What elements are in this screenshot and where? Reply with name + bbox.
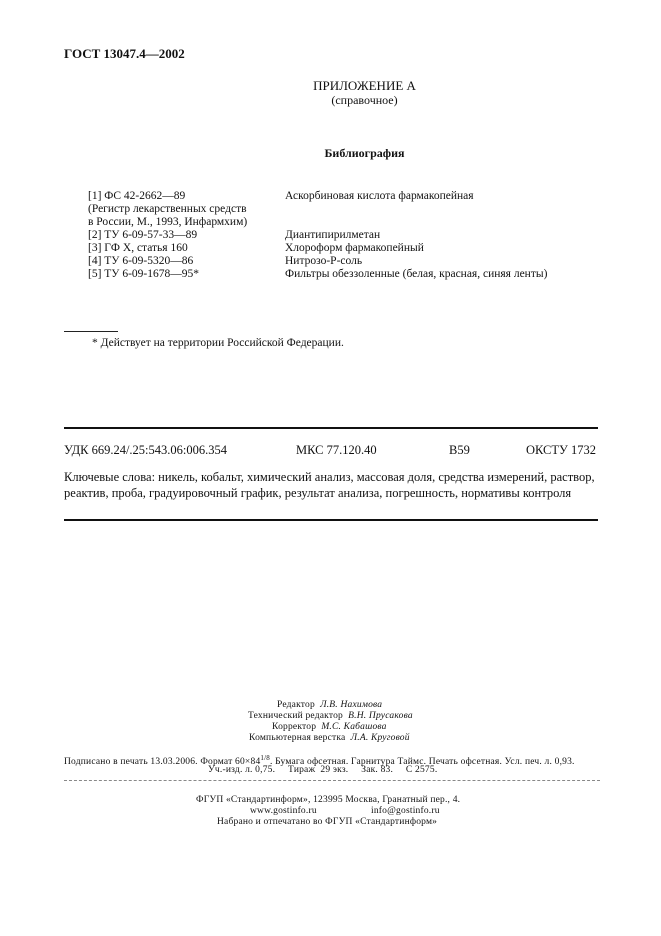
bib-desc-4: Нитрозо-Р-соль — [285, 255, 363, 267]
format-fraction: 1/8 — [260, 754, 270, 762]
bib-ref-1-note-b: в России, М., 1993, Инфармхим) — [88, 216, 248, 228]
publisher-email: info@gostinfo.ru — [371, 806, 440, 816]
bib-ref-5: [5] ТУ 6-09-1678—95* — [88, 268, 199, 280]
bib-ref-1: [1] ФС 42-2662—89 — [88, 190, 186, 202]
divider-bottom — [64, 519, 598, 521]
print-details-line2: Уч.-изд. л. 0,75. Тираж 29 экз. Зак. 83. С 2575. — [208, 765, 438, 775]
bib-ref-4: [4] ТУ 6-09-5320—86 — [88, 255, 194, 267]
publisher-website: www.gostinfo.ru — [250, 806, 317, 816]
divider-top — [64, 427, 598, 429]
corrector-label: Корректор — [272, 722, 317, 732]
udk-code: УДК 669.24/.25:543.06:006.354 — [64, 443, 227, 457]
okstu-code: ОКСТУ 1732 — [526, 443, 597, 457]
footnote: * Действует на территории Российской Федерации. — [92, 337, 344, 349]
bib-desc-1: Аскорбиновая кислота фармакопейная — [285, 190, 474, 202]
signed-line1-rest: . Бумага офсетная. Гарнитура Таймс. Печать офсетная. Усл. печ. л. 0,93. — [269, 757, 575, 768]
bib-desc-5: Фильтры обеззоленные (белая, красная, синяя ленты) — [285, 268, 548, 280]
tech-editor-label: Технический редактор — [248, 711, 343, 721]
bib-ref-2: [2] ТУ 6-09-57-33—89 — [88, 229, 198, 241]
appendix-title: ПРИЛОЖЕНИЕ А — [313, 78, 416, 93]
bib-desc-3: Хлороформ фармакопейный — [285, 242, 424, 254]
footnote-separator — [64, 331, 118, 332]
classifier-code: В59 — [449, 443, 470, 457]
document-header-standard: ГОСТ 13047.4—2002 — [64, 46, 185, 61]
keywords: Ключевые слова: никель, кобальт, химический анализ, массовая доля, средства измерений, раствор, реактив, проба, градуировочный график, результат анализа, погрешность, нормативы контроля — [64, 470, 595, 500]
bib-ref-3: [3] ГФ X, статья 160 — [88, 242, 188, 254]
bibliography-title: Библиография — [324, 146, 405, 160]
tech-editor-name: В.Н. Прусакова — [348, 711, 413, 721]
bib-desc-2: Диантипирилметан — [285, 229, 381, 241]
editor-label: Редактор — [277, 700, 315, 710]
publisher-printed-by: Набрано и отпечатано во ФГУП «Стандартинформ» — [217, 817, 438, 827]
bib-ref-1-note-a: (Регистр лекарственных средств — [88, 203, 247, 215]
mks-code: МКС 77.120.40 — [296, 443, 377, 457]
corrector-name: М.С. Кабашова — [321, 722, 387, 732]
publisher-address: ФГУП «Стандартинформ», 123995 Москва, Гранатный пер., 4. — [196, 795, 461, 805]
layout-name: Л.А. Круговой — [350, 733, 410, 743]
editor-name: Л.В. Нахимова — [320, 700, 383, 710]
appendix-subtitle: (справочное) — [331, 93, 398, 107]
layout-label: Компьютерная верстка — [249, 733, 346, 743]
imprint-dashed-divider — [64, 780, 600, 781]
signed-line1-text: Подписано в печать 13.03.2006. Формат 60×84 — [64, 757, 261, 768]
